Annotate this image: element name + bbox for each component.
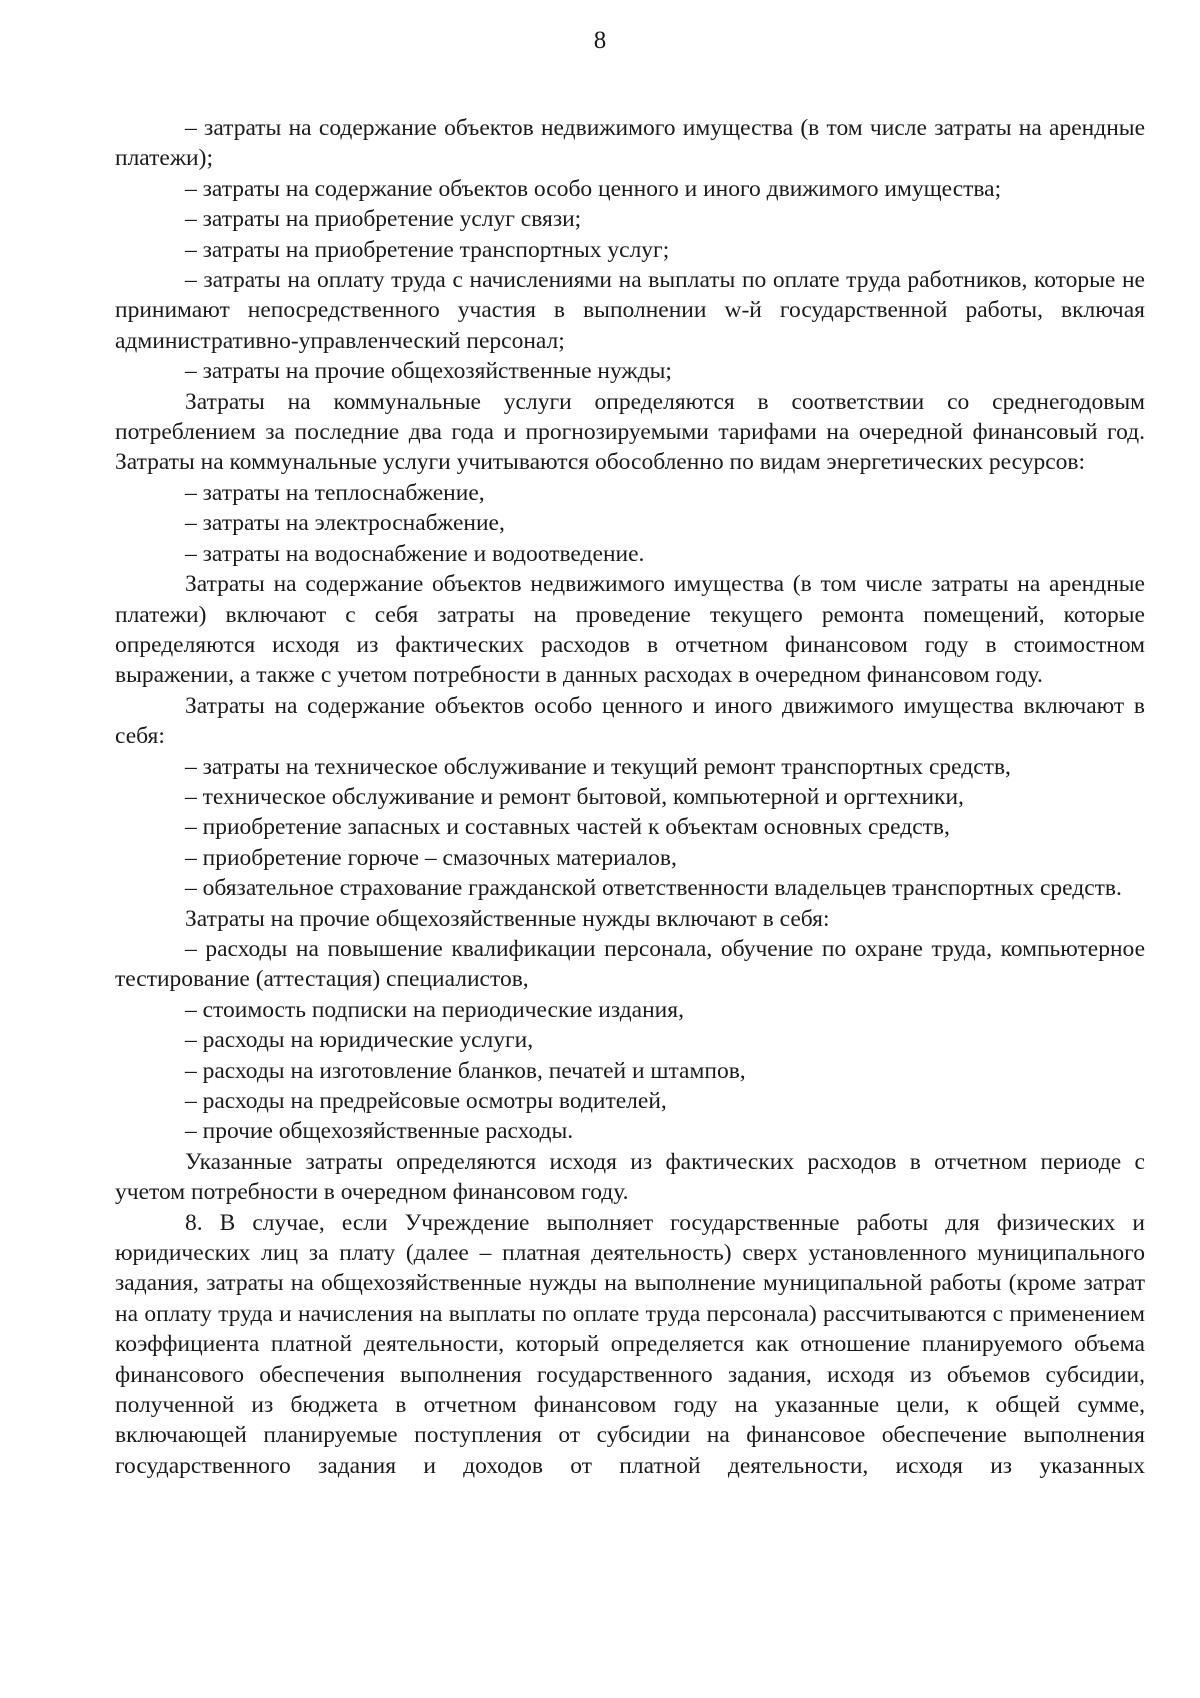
paragraph-17: – обязательное страхование гражданской ответственности владельцев транспортных средств. (185, 875, 1122, 902)
paragraph-8: – затраты на теплоснабжение, (185, 479, 485, 506)
paragraph-22: – расходы на изготовление бланков, печатей и штампов, (185, 1057, 746, 1084)
paragraph-14: – техническое обслуживание и ремонт бытовой, компьютерной и оргтехники, (185, 783, 964, 810)
page-number: 8 (593, 27, 607, 54)
paragraph-3: – затраты на приобретение услуг связи; (185, 206, 582, 233)
paragraph-4: – затраты на приобретение транспортных услуг; (185, 236, 670, 263)
paragraph-25: Указанные затраты определяются исходя из фактических расходов в отчетном периоде с учетом потребности в очередном финансовом году. (115, 1148, 1145, 1206)
paragraph-7: Затраты на коммунальные услуги определяются в соответствии со среднегодовым потреблением за последние два года и прогнозируемыми тарифами на очередной финансовый год. Затраты на коммунальные услуги учитываются обособленно по видам энергетических ресурсов: (115, 388, 1145, 476)
paragraph-15: – приобретение запасных и составных частей к объектам основных средств, (185, 814, 950, 841)
body-text (115, 113, 1145, 1481)
paragraph-18: Затраты на прочие общехозяйственные нужды включают в себя: (185, 905, 830, 932)
paragraph-20: – стоимость подписки на периодические издания, (185, 996, 684, 1023)
paragraph-24: – прочие общехозяйственные расходы. (185, 1118, 574, 1145)
paragraph-21: – расходы на юридические услуги, (185, 1027, 534, 1054)
paragraph-2: – затраты на содержание объектов особо ценного и иного движимого имущества; (185, 175, 1002, 202)
paragraph-26: 8. В случае, если Учреждение выполняет государственные работы для физических и юридических лиц за плату (далее – платная деятельность) сверх установленного муниципального задания, затраты на общехозяйственные нужды на выполнение муниципальной работы (кроме затрат на оплату труда и начисления на выплаты по оплате труда персонала) рассчитываются с применением коэффициента платной деятельности, который определяется как отношение планируемого объема финансового обеспечения выполнения государственного задания, исходя из объемов субсидии, полученной из бюджета в отчетном финансовом году на указанные цели, к общей сумме, включающей планируемые поступления от субсидии на финансовое обеспечение выполнения государственного задания и доходов от платной деятельности, исходя из указанных (115, 1209, 1145, 1479)
paragraph-1: – затраты на содержание объектов недвижимого имущества (в том числе затраты на арендные платежи); (115, 115, 1145, 172)
paragraph-10: – затраты на водоснабжение и водоотведение. (185, 540, 645, 567)
paragraph-9: – затраты на электроснабжение, (185, 510, 505, 537)
paragraph-12: Затраты на содержание объектов особо ценного и иного движимого имущества включают в себя: (115, 692, 1145, 750)
paragraph-13: – затраты на техническое обслуживание и текущий ремонт транспортных средств, (185, 753, 1011, 780)
paragraph-16: – приобретение горюче – смазочных материалов, (185, 844, 677, 871)
paragraph-19: – расходы на повышение квалификации персонала, обучение по охране труда, компьютерное тестирование (аттестация) специалистов, (115, 935, 1145, 993)
paragraph-23: – расходы на предрейсовые осмотры водителей, (185, 1088, 667, 1114)
paragraph-11: Затраты на содержание объектов недвижимого имущества (в том числе затраты на арендные платежи) включают с себя затраты на проведение текущего ремонта помещений, которые определяются исходя из фактических расходов в отчетном финансовом году в стоимостном выражении, а также с учетом потребности в данных расходах в очередном финансовом году. (115, 571, 1145, 689)
paragraph-5: – затраты на оплату труда с начислениями на выплаты по оплате труда работников, которые не принимают непосредственного участия в выполнении w-й государственной работы, включая административно-управленческий персонал; (115, 267, 1145, 354)
paragraph-6: – затраты на прочие общехозяйственные нужды; (185, 358, 672, 385)
